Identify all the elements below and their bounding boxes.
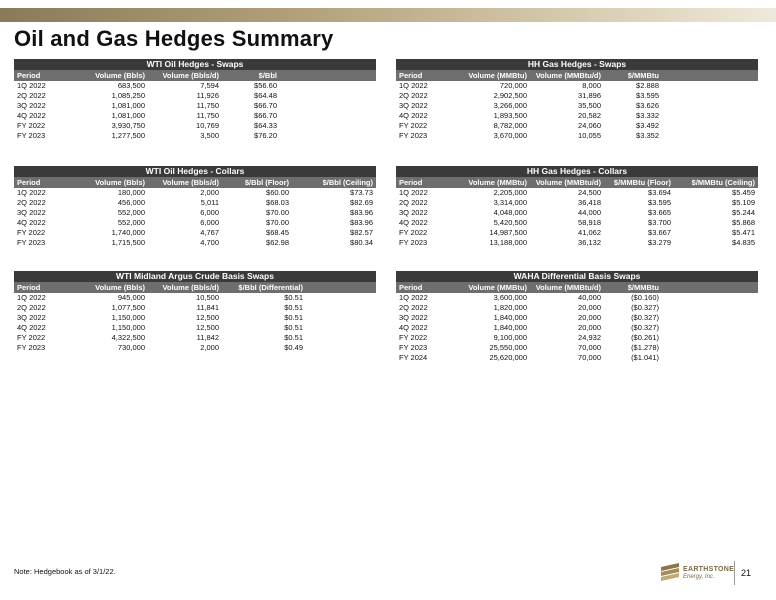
table-cell: 9,100,000 xyxy=(493,333,527,342)
wti-collars-table xyxy=(14,166,376,248)
column-header-row xyxy=(396,70,758,81)
table-cell: 11,842 xyxy=(196,333,219,342)
column-header: $/Bbl (Differential) xyxy=(238,283,303,292)
table-cell: ($0.327) xyxy=(631,323,659,332)
table-cell: $5.471 xyxy=(732,228,755,237)
table-cell: $83.96 xyxy=(350,218,373,227)
table-cell: $5.244 xyxy=(732,208,755,217)
table-cell: FY 2024 xyxy=(399,353,428,362)
table-cell: $3.626 xyxy=(636,101,659,110)
table-cell: $60.00 xyxy=(266,188,289,197)
table-cell: FY 2022 xyxy=(399,121,428,130)
table-row xyxy=(14,313,376,323)
table-row xyxy=(396,198,758,208)
table-row xyxy=(14,238,376,248)
table-cell: $0.51 xyxy=(284,303,303,312)
column-header: $/MMBtu (Floor) xyxy=(613,178,671,187)
table-row xyxy=(396,323,758,333)
table-row xyxy=(396,218,758,228)
column-header: Volume (MMBtu/d) xyxy=(535,178,601,187)
table-row xyxy=(14,81,376,91)
table-row xyxy=(14,188,376,198)
table-row xyxy=(396,313,758,323)
table-cell: 4,048,000 xyxy=(493,208,527,217)
table-cell: 41,062 xyxy=(578,228,601,237)
table-row xyxy=(14,303,376,313)
table-cell: 1,840,000 xyxy=(493,323,527,332)
table-cell: 730,000 xyxy=(117,343,145,352)
table-cell: 10,500 xyxy=(196,293,219,302)
table-row xyxy=(14,228,376,238)
table-cell: 2Q 2022 xyxy=(399,303,428,312)
table-cell: 11,926 xyxy=(196,91,219,100)
table-cell: 44,000 xyxy=(578,208,601,217)
table-cell: $3.352 xyxy=(636,131,659,140)
table-cell: 3,266,000 xyxy=(493,101,527,110)
table-cell: 4Q 2022 xyxy=(399,111,428,120)
table-cell: $0.51 xyxy=(284,293,303,302)
table-row xyxy=(14,333,376,343)
table-cell: 70,000 xyxy=(578,343,601,352)
table-row xyxy=(396,101,758,111)
table-cell: 20,582 xyxy=(578,111,601,120)
table-row xyxy=(14,293,376,303)
table-cell: 1,081,000 xyxy=(111,101,145,110)
table-row xyxy=(14,198,376,208)
table-cell: 31,896 xyxy=(578,91,601,100)
table-cell: $64.48 xyxy=(254,91,277,100)
table-cell: $82.57 xyxy=(350,228,373,237)
table-cell: $5.868 xyxy=(732,218,755,227)
column-header: Volume (MMBtu/d) xyxy=(535,71,601,80)
table-cell: 2Q 2022 xyxy=(17,303,46,312)
table-cell: ($1.278) xyxy=(631,343,659,352)
table-row xyxy=(396,121,758,131)
table-cell: 1Q 2022 xyxy=(399,81,428,90)
table-cell: 2Q 2022 xyxy=(399,198,428,207)
table-cell: 1,081,000 xyxy=(111,111,145,120)
column-header: Period xyxy=(17,71,41,80)
table-row xyxy=(396,303,758,313)
table-cell: 1Q 2022 xyxy=(399,188,428,197)
column-header: Volume (MMBtu) xyxy=(468,283,527,292)
table-cell: 10,769 xyxy=(196,121,219,130)
table-cell: 1,150,000 xyxy=(111,313,145,322)
table-title: WTI Midland Argus Crude Basis Swaps xyxy=(14,271,376,282)
header-accent-bar xyxy=(0,8,776,22)
table-cell: $0.49 xyxy=(284,343,303,352)
table-cell: $4.835 xyxy=(732,238,755,247)
table-cell: 1Q 2022 xyxy=(17,81,46,90)
table-cell: $0.51 xyxy=(284,313,303,322)
table-row xyxy=(396,111,758,121)
table-cell: 24,060 xyxy=(578,121,601,130)
table-cell: 3Q 2022 xyxy=(17,313,46,322)
table-cell: $68.45 xyxy=(266,228,289,237)
table-cell: 8,782,000 xyxy=(493,121,527,130)
table-cell: 12,500 xyxy=(196,323,219,332)
table-cell: 5,011 xyxy=(200,198,219,207)
table-row xyxy=(396,131,758,141)
table-cell: 3,930,750 xyxy=(111,121,145,130)
table-cell: 35,500 xyxy=(578,101,601,110)
table-cell: 2,000 xyxy=(200,343,219,352)
table-cell: 3Q 2022 xyxy=(399,313,428,322)
table-cell: $80.34 xyxy=(350,238,373,247)
table-cell: 2,205,000 xyxy=(493,188,527,197)
table-cell: 13,188,000 xyxy=(489,238,527,247)
table-row xyxy=(14,121,376,131)
logo-subtitle: Energy, Inc. xyxy=(683,574,715,580)
table-cell: $3.279 xyxy=(648,238,671,247)
table-cell: $62.98 xyxy=(266,238,289,247)
column-header: $/MMBtu (Ceiling) xyxy=(691,178,755,187)
table-row xyxy=(14,131,376,141)
table-cell: 456,000 xyxy=(117,198,145,207)
page-number: 21 xyxy=(741,568,752,578)
column-header: Period xyxy=(17,283,41,292)
table-cell: 3Q 2022 xyxy=(399,208,428,217)
table-cell: 14,987,500 xyxy=(489,228,527,237)
company-logo xyxy=(659,561,735,585)
table-cell: 1,840,000 xyxy=(493,313,527,322)
table-cell: $66.70 xyxy=(254,111,277,120)
table-title: WAHA Differential Basis Swaps xyxy=(396,271,758,282)
table-title: HH Gas Hedges - Swaps xyxy=(396,59,758,70)
table-cell: 720,000 xyxy=(499,81,527,90)
table-cell: 36,132 xyxy=(578,238,601,247)
wti-basis-table xyxy=(14,271,376,353)
table-cell: 1Q 2022 xyxy=(399,293,428,302)
column-header: Volume (MMBtu) xyxy=(468,71,527,80)
hh-collars-table xyxy=(396,166,758,248)
table-cell: 4,322,500 xyxy=(111,333,145,342)
table-cell: $73.73 xyxy=(350,188,373,197)
table-cell: $70.00 xyxy=(266,218,289,227)
hh-swaps-table xyxy=(396,59,758,141)
table-cell: FY 2023 xyxy=(17,343,46,352)
column-header: Volume (Bbls) xyxy=(95,71,145,80)
table-cell: 20,000 xyxy=(578,313,601,322)
table-row xyxy=(14,323,376,333)
table-cell: FY 2023 xyxy=(399,131,428,140)
table-cell: 3Q 2022 xyxy=(17,208,46,217)
table-row xyxy=(396,343,758,353)
table-cell: $3.667 xyxy=(648,228,671,237)
table-cell: 3,314,000 xyxy=(493,198,527,207)
table-cell: $3.694 xyxy=(648,188,671,197)
table-cell: FY 2022 xyxy=(399,333,428,342)
table-cell: 11,750 xyxy=(196,101,219,110)
table-cell: $3.665 xyxy=(648,208,671,217)
table-cell: $5.109 xyxy=(732,198,755,207)
table-cell: 1,893,500 xyxy=(493,111,527,120)
table-cell: 24,500 xyxy=(578,188,601,197)
table-cell: $3.332 xyxy=(636,111,659,120)
table-cell: 4,700 xyxy=(200,238,219,247)
column-header: Period xyxy=(399,283,423,292)
table-row xyxy=(14,343,376,353)
table-cell: $66.70 xyxy=(254,101,277,110)
column-header-row xyxy=(396,177,758,188)
column-header-row xyxy=(14,282,376,293)
table-cell: 4Q 2022 xyxy=(17,323,46,332)
table-cell: 3Q 2022 xyxy=(399,101,428,110)
table-cell: 4Q 2022 xyxy=(17,111,46,120)
table-cell: 2Q 2022 xyxy=(17,91,46,100)
column-header: $/Bbl (Ceiling) xyxy=(322,178,373,187)
table-row xyxy=(14,208,376,218)
footnote: Note: Hedgebook as of 3/1/22. xyxy=(14,567,116,576)
table-cell: 1Q 2022 xyxy=(17,293,46,302)
table-cell: $3.700 xyxy=(648,218,671,227)
column-header: Period xyxy=(399,71,423,80)
table-cell: 20,000 xyxy=(578,323,601,332)
column-header: Volume (MMBtu) xyxy=(468,178,527,187)
table-cell: FY 2023 xyxy=(399,343,428,352)
table-row xyxy=(396,228,758,238)
page-title: Oil and Gas Hedges Summary xyxy=(14,26,334,51)
column-header: $/Bbl (Floor) xyxy=(244,178,289,187)
table-cell: 4Q 2022 xyxy=(399,323,428,332)
table-cell: FY 2022 xyxy=(399,228,428,237)
column-header: Period xyxy=(17,178,41,187)
table-cell: 3Q 2022 xyxy=(17,101,46,110)
table-row xyxy=(396,353,758,363)
table-title: HH Gas Hedges - Collars xyxy=(396,166,758,177)
table-cell: 1,150,000 xyxy=(111,323,145,332)
table-cell: FY 2022 xyxy=(17,121,46,130)
table-cell: 12,500 xyxy=(196,313,219,322)
table-row xyxy=(14,91,376,101)
table-cell: $76.20 xyxy=(254,131,277,140)
table-cell: 36,418 xyxy=(578,198,601,207)
table-row xyxy=(396,188,758,198)
table-cell: ($0.160) xyxy=(631,293,659,302)
table-cell: $82.69 xyxy=(350,198,373,207)
footer-divider xyxy=(734,561,735,585)
column-header: $/Bbl xyxy=(258,71,277,80)
logo-name: EARTHSTONE xyxy=(683,566,735,573)
table-cell: $3.492 xyxy=(636,121,659,130)
table-cell: $3.595 xyxy=(636,91,659,100)
table-cell: 180,000 xyxy=(117,188,145,197)
table-cell: FY 2023 xyxy=(399,238,428,247)
table-cell: FY 2022 xyxy=(17,228,46,237)
column-header-row xyxy=(396,282,758,293)
table-cell: 4Q 2022 xyxy=(399,218,428,227)
table-row xyxy=(14,101,376,111)
table-cell: 1,820,000 xyxy=(493,303,527,312)
table-cell: 8,000 xyxy=(582,81,601,90)
table-cell: FY 2022 xyxy=(17,333,46,342)
table-row xyxy=(396,333,758,343)
table-cell: 1,740,000 xyxy=(111,228,145,237)
table-cell: ($0.327) xyxy=(631,313,659,322)
table-cell: 3,500 xyxy=(200,131,219,140)
column-header: Volume (Bbls) xyxy=(95,283,145,292)
table-cell: 683,500 xyxy=(117,81,145,90)
table-cell: 552,000 xyxy=(117,218,145,227)
table-row xyxy=(396,293,758,303)
table-row xyxy=(396,238,758,248)
table-row xyxy=(14,218,376,228)
table-cell: $5.459 xyxy=(732,188,755,197)
column-header: Period xyxy=(399,178,423,187)
table-cell: 3,670,000 xyxy=(493,131,527,140)
table-cell: $3.595 xyxy=(648,198,671,207)
table-cell: 70,000 xyxy=(578,353,601,362)
table-cell: 10,055 xyxy=(578,131,601,140)
table-cell: $2.888 xyxy=(636,81,659,90)
table-cell: 7,594 xyxy=(200,81,219,90)
earthstone-mark-icon xyxy=(659,561,681,583)
table-title: WTI Oil Hedges - Collars xyxy=(14,166,376,177)
column-header: Volume (Bbls) xyxy=(95,178,145,187)
table-cell: 552,000 xyxy=(117,208,145,217)
column-header: $/MMBtu xyxy=(627,71,659,80)
table-cell: 1,715,500 xyxy=(111,238,145,247)
column-header: Volume (MMBtu/d) xyxy=(535,283,601,292)
table-cell: 1,277,500 xyxy=(111,131,145,140)
table-cell: 2,000 xyxy=(200,188,219,197)
table-cell: 1,085,250 xyxy=(111,91,145,100)
table-cell: 58,918 xyxy=(578,218,601,227)
table-cell: 6,000 xyxy=(200,208,219,217)
table-cell: $0.51 xyxy=(284,323,303,332)
table-cell: ($1.041) xyxy=(631,353,659,362)
table-cell: 2Q 2022 xyxy=(17,198,46,207)
table-cell: 4Q 2022 xyxy=(17,218,46,227)
table-cell: FY 2023 xyxy=(17,131,46,140)
table-cell: 24,932 xyxy=(578,333,601,342)
table-cell: $0.51 xyxy=(284,333,303,342)
column-header: Volume (Bbls/d) xyxy=(162,178,219,187)
wti-swaps-table xyxy=(14,59,376,141)
table-cell: 25,620,000 xyxy=(489,353,527,362)
table-cell: ($0.327) xyxy=(631,303,659,312)
table-cell: 5,420,500 xyxy=(493,218,527,227)
column-header: Volume (Bbls/d) xyxy=(162,71,219,80)
table-cell: $68.03 xyxy=(266,198,289,207)
column-header: Volume (Bbls/d) xyxy=(162,283,219,292)
column-header-row xyxy=(14,70,376,81)
table-cell: 20,000 xyxy=(578,303,601,312)
table-row xyxy=(396,208,758,218)
table-cell: 2Q 2022 xyxy=(399,91,428,100)
table-row xyxy=(396,81,758,91)
table-cell: ($0.261) xyxy=(631,333,659,342)
table-cell: $64.33 xyxy=(254,121,277,130)
waha-basis-table xyxy=(396,271,758,363)
table-cell: 11,841 xyxy=(196,303,219,312)
table-cell: 4,767 xyxy=(200,228,219,237)
table-cell: $70.00 xyxy=(266,208,289,217)
table-cell: 11,750 xyxy=(196,111,219,120)
table-cell: $83.96 xyxy=(350,208,373,217)
table-cell: 6,000 xyxy=(200,218,219,227)
table-cell: 40,000 xyxy=(578,293,601,302)
table-cell: $56.60 xyxy=(254,81,277,90)
column-header: $/MMBtu xyxy=(627,283,659,292)
table-cell: FY 2023 xyxy=(17,238,46,247)
table-cell: 3,600,000 xyxy=(493,293,527,302)
table-cell: 945,000 xyxy=(117,293,145,302)
table-title: WTI Oil Hedges - Swaps xyxy=(14,59,376,70)
table-cell: 2,902,500 xyxy=(493,91,527,100)
table-row xyxy=(14,111,376,121)
table-row xyxy=(396,91,758,101)
column-header-row xyxy=(14,177,376,188)
table-cell: 25,550,000 xyxy=(489,343,527,352)
table-cell: 1Q 2022 xyxy=(17,188,46,197)
table-cell: 1,077,500 xyxy=(111,303,145,312)
